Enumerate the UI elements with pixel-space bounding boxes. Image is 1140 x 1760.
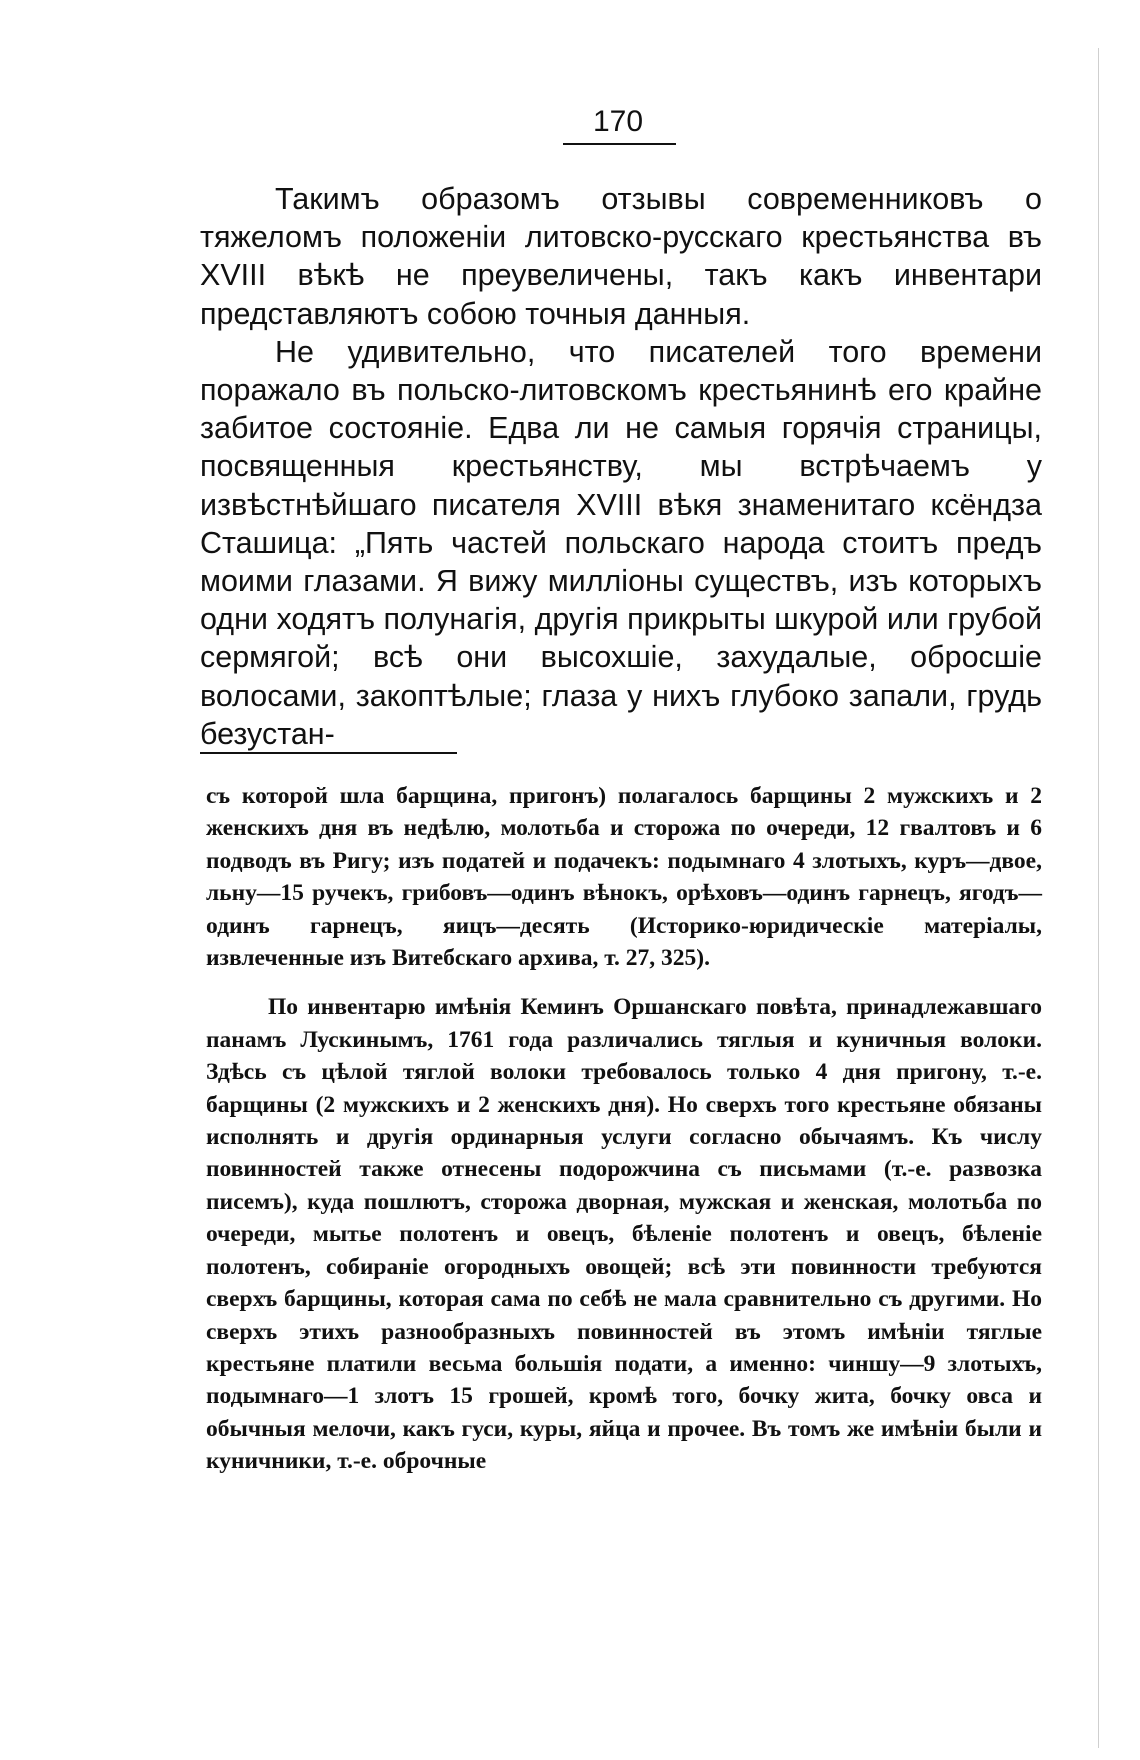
footnotes [206, 780, 1042, 1478]
page-number: 170 [592, 105, 644, 138]
footnote-separator [200, 752, 457, 754]
main-text [200, 180, 1042, 753]
page-edge-line [1098, 48, 1099, 1748]
footnote-paragraph: По инвентарю имѣнія Кеминъ Оршанскаго повѣта, принадлежавшаго панамъ Лускинымъ, 1761 года различались тяглыя и куничныя волоки. Здѣсь съ цѣлой тяглой волоки требовалось только 4 дня пригону, т.-е. барщины (2 мужскихъ и 2 женскихъ дня). Но сверхъ того крестьяне обязаны исполнять и другія ординарныя услуги согласно обычаямъ. Къ числу повинностей также отнесены подорожчина съ письмами (т.-е. развозка писемъ), куда пошлютъ, сторожа дворная, мужская и женская, молотьба по очереди, мытье полотенъ и овецъ, бѣленіе полотенъ и овецъ, бѣленіе полотенъ, собираніе огородныхъ овощей; всѣ эти повинности требуются сверхъ барщины, которая сама по себѣ не мала сравнительно съ другими. Но сверхъ этихъ разнообразныхъ повинностей въ этомъ имѣніи тяглые крестьяне платили весьма большія подати, а именно: чиншу—9 злотыхъ, подымнаго—1 злотъ 15 грошей, кромѣ того, бочку жита, бочку овса и обычныя мелочи, какъ гуси, куры, яйца и прочее. Въ томъ же имѣніи были и куничники, т.-е. оброчные [206, 994, 1042, 1475]
page-number-underline [563, 143, 676, 145]
footnote-continuation: съ которой шла барщина, пригонъ) полагалось барщины 2 мужскихъ и 2 женскихъ дня въ недѣлю, молотьба и сторожа по очереди, 12 гвалтовъ и 6 подводъ въ Ригу; изъ податей и подачекъ: подымнаго 4 злотыхъ, куръ—двое, льну—15 ручекъ, грибовъ—одинъ вѣнокъ, орѣховъ—одинъ гарнецъ, ягодъ—одинъ гарнецъ, яицъ—десять (Историко-юридическіе матеріалы, извлеченные изъ Витебскаго архива, т. 27, 325). [206, 783, 1042, 972]
paragraph-1: Такимъ образомъ отзывы современниковъ о тяжеломъ положеніи литовско-русскаго крестьянства въ XVIII вѣкѣ не преувеличены, такъ какъ инвентари представляютъ собою точныя данныя. [200, 182, 1042, 331]
paragraph-2: Не удивительно, что писателей того времени поражало въ польско-литовскомъ крестьянинѣ его крайне забитое состояніе. Едва ли не самыя горячія страницы, посвященныя крестьянству, мы встрѣчаемъ у извѣстнѣйшаго писателя XVIII вѣкя знаменитаго ксёндза Сташица: „Пять частей польскаго народа стоитъ предъ моими глазами. Я вижу милліоны существъ, изъ которыхъ одни ходятъ полунагія, другія прикрыты шкурой или грубой сермягой; всѣ они высохшіе, захудалые, обросшіе волосами, закоптѣлые; глаза у нихъ глубоко запали, грудь безустан- [200, 334, 1042, 751]
